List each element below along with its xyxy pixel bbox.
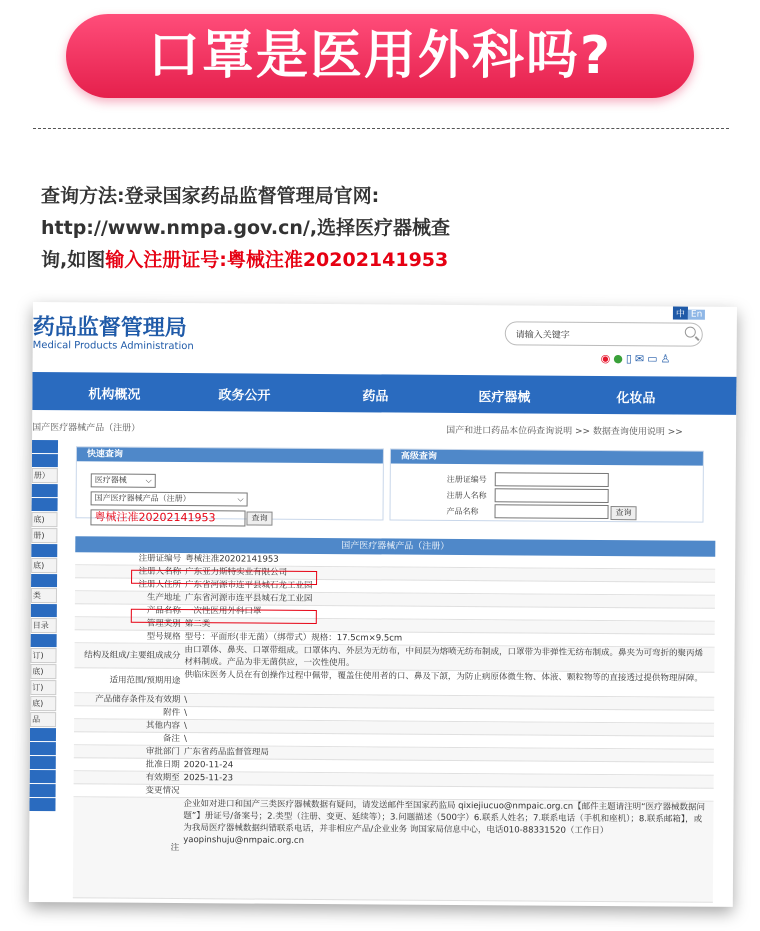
- sidebar-item[interactable]: 底): [31, 558, 57, 573]
- registration-number-input[interactable]: 粤械注准20202141953: [90, 509, 245, 526]
- banner-title: 口罩是医用外科吗?: [147, 26, 613, 86]
- sidebar-item[interactable]: 类: [31, 588, 57, 603]
- subcategory-value: 国产医疗器械产品（注册）: [94, 493, 191, 504]
- mail-icon[interactable]: ✉: [634, 352, 648, 366]
- breadcrumb: 国产医疗器械产品（注册）: [32, 422, 141, 434]
- sidebar-item[interactable]: 订): [30, 680, 56, 695]
- row-label: 备注: [162, 733, 180, 745]
- row-value: \: [184, 695, 188, 706]
- result-table: [73, 536, 716, 902]
- instruction-line-2: http://www.nmpa.gov.cn/,选择医疗器械查: [41, 217, 451, 239]
- highlight-product-name: [131, 609, 317, 624]
- row-value: 广东亚力斯特实业有限公司: [185, 567, 288, 578]
- row-label: 注册证编号: [138, 553, 182, 565]
- row-value: 供临床医务人员在有创操作过程中佩带，覆盖住使用者的口、鼻及下颌，为防止病原体微生物、体液、颗粒物等的直接透过提供物理屏障。: [184, 670, 703, 684]
- search-icon[interactable]: [685, 327, 696, 338]
- main-nav: [32, 372, 736, 415]
- mobile-icon[interactable]: ▯: [625, 352, 635, 366]
- instruction-line-3-prefix: 询,如图: [41, 249, 106, 271]
- social-links: [601, 352, 674, 366]
- adv-field-label: 注册证编号: [446, 474, 487, 485]
- sidebar-item[interactable]: [30, 756, 56, 769]
- row-label: 产品储存条件及有效期: [95, 694, 181, 706]
- weibo-icon[interactable]: ◉: [600, 351, 614, 366]
- lang-zh-button[interactable]: 中: [673, 306, 688, 319]
- instruction-highlight: 输入注册证号:粤械注准20202141953: [105, 249, 449, 271]
- row-label: 其他内容: [145, 720, 181, 732]
- row-value: 一次性医用外科口罩: [184, 606, 262, 617]
- adv-reg-number-input[interactable]: [495, 472, 609, 487]
- chevron-down-icon: ⌵: [237, 494, 244, 504]
- nav-item-cosmetics[interactable]: 化妆品: [616, 391, 656, 407]
- search-input[interactable]: 请输入关键字: [515, 330, 570, 341]
- row-value: 2020-11-24: [183, 760, 234, 771]
- row-label: 注: [170, 842, 180, 854]
- row-label: 附件: [163, 707, 181, 719]
- instruction-line-1: 查询方法:登录国家药品监督管理局官网:: [41, 185, 380, 207]
- row-value: 广东省河源市连平县城石龙工业园: [184, 580, 313, 591]
- row-label: 型号规格: [146, 631, 181, 643]
- sidebar-item[interactable]: [30, 770, 56, 783]
- help-links[interactable]: 国产和进口药品本位码查询说明 >> 数据查询使用说明 >>: [446, 425, 683, 438]
- row-value: 2025-11-23: [183, 773, 234, 784]
- advanced-query-panel: [389, 448, 703, 522]
- sidebar-item[interactable]: 订): [30, 648, 56, 663]
- subcategory-select[interactable]: [91, 491, 248, 506]
- row-value: 第二类: [184, 619, 211, 630]
- adv-field-label: 注册人名称: [446, 490, 487, 501]
- sidebar-item[interactable]: 册）: [32, 468, 58, 483]
- chat-icon[interactable]: ▭: [647, 352, 661, 366]
- sidebar-item[interactable]: [29, 798, 55, 811]
- lang-en-button[interactable]: En: [688, 310, 705, 320]
- row-label: 批准日期: [145, 759, 180, 771]
- wechat-icon[interactable]: ●: [613, 352, 626, 366]
- instruction-line-3: [41, 244, 501, 276]
- adv-registrant-input[interactable]: [495, 488, 609, 503]
- nav-item-devices[interactable]: 医疗器械: [478, 390, 531, 406]
- row-label: 结构及组成/主要组成成分: [84, 650, 181, 662]
- site-search[interactable]: [505, 321, 703, 346]
- sidebar-item[interactable]: 目录: [31, 618, 57, 633]
- row-label: 适用范围/预期用途: [109, 675, 181, 687]
- row-value: 企业如对进口和国产三类医疗器械数据有疑问，请发送邮件至国家药监局 qixiejiucuo@nmpaic.org.cn【邮件主题请注明“医疗器械数据问题”】册证号/备案号；2.类型（注册、变更、延续等）；3.问题描述（500字）6.联系人姓名；7.联系电话（手机和座机）；8.联系邮箱】，或 为我局医疗器械数据纠错联系电话，并非相应产品/企业业务 询国家局信息中心，电话010-88331520（工作日） yaopinshuju@nmpaic.org.cn: [183, 799, 706, 846]
- row-label: 注册人住所: [138, 579, 182, 591]
- sidebar-item[interactable]: [31, 574, 57, 587]
- row-label: 注册人名称: [138, 566, 182, 578]
- sidebar-item[interactable]: [32, 454, 58, 467]
- sidebar-item[interactable]: 品: [30, 712, 56, 727]
- sidebar-item[interactable]: [30, 784, 56, 797]
- sidebar-item[interactable]: 底): [30, 664, 56, 679]
- row-label: 产品名称: [146, 605, 181, 617]
- sidebar-item[interactable]: [32, 498, 58, 511]
- row-value: \: [183, 734, 187, 745]
- category-value: 医疗器械: [94, 475, 127, 485]
- row-label: 管理类别: [146, 618, 181, 630]
- sidebar-item[interactable]: [31, 604, 57, 617]
- sidebar-item[interactable]: 册): [31, 528, 57, 543]
- site-logo-cn[interactable]: 药品监督管理局: [32, 314, 187, 342]
- row-label: 审批部门: [145, 746, 180, 758]
- result-table-header: 国产医疗器械产品（注册）: [75, 536, 715, 556]
- user-icon[interactable]: ♙: [660, 352, 674, 366]
- quick-query-button[interactable]: 查询: [246, 511, 272, 525]
- sidebar-item[interactable]: [30, 742, 56, 755]
- nav-item-drugs[interactable]: 药品: [362, 389, 389, 405]
- adv-field-label: 产品名称: [446, 506, 479, 517]
- sidebar-item[interactable]: [32, 484, 58, 497]
- divider: [33, 128, 729, 129]
- sidebar-item[interactable]: 底): [31, 512, 57, 527]
- sidebar: [29, 440, 58, 812]
- row-value: \: [184, 721, 187, 732]
- instructions: [41, 180, 501, 276]
- language-switch: [673, 306, 705, 318]
- row-value: 广东省药品监督管理局: [183, 747, 269, 758]
- advanced-query-button[interactable]: 查询: [610, 506, 636, 520]
- row-value: \: [184, 708, 188, 719]
- sidebar-item[interactable]: 底): [30, 696, 56, 711]
- nav-item-about[interactable]: 机构概况: [88, 387, 141, 403]
- row-value: 广东省河源市连平县城石龙工业园: [184, 593, 313, 604]
- highlight-registrant: [131, 570, 317, 585]
- sidebar-item[interactable]: [31, 544, 57, 557]
- quick-query-header: 快速查询: [77, 447, 383, 463]
- row-label: 生产地址: [146, 592, 181, 604]
- nav-item-government[interactable]: 政务公开: [218, 388, 271, 404]
- chevron-down-icon: ⌵: [145, 475, 152, 485]
- row-label: 有效期至: [145, 772, 180, 784]
- quick-query-panel: [75, 446, 383, 525]
- row-label: 变更情况: [145, 785, 180, 797]
- sidebar-item[interactable]: [32, 440, 58, 453]
- adv-product-input[interactable]: [495, 504, 609, 519]
- advanced-query-header: 高级查询: [391, 450, 703, 466]
- row-value: 由口罩体、鼻夹、口罩带组成。口罩体内、外层为无纺布，中间层为熔喷无纺布制成，口罩带为非弹性无纺布制成。鼻夹为可弯折的聚丙烯材料制成。产品为非无菌供应，一次性使用。: [184, 645, 704, 669]
- sidebar-item[interactable]: [30, 728, 56, 741]
- row-value: 型号：平面形(非无菌）（绑带式）规格：17.5cm×9.5cm: [184, 632, 403, 644]
- sidebar-item[interactable]: [31, 634, 57, 647]
- row-value: 粤械注准20202141953: [185, 554, 279, 565]
- title-banner: [66, 14, 694, 98]
- table-row: [73, 797, 714, 902]
- website-screenshot: [29, 302, 737, 907]
- site-logo-en: Medical Products Administration: [32, 339, 194, 353]
- category-select[interactable]: [91, 473, 156, 487]
